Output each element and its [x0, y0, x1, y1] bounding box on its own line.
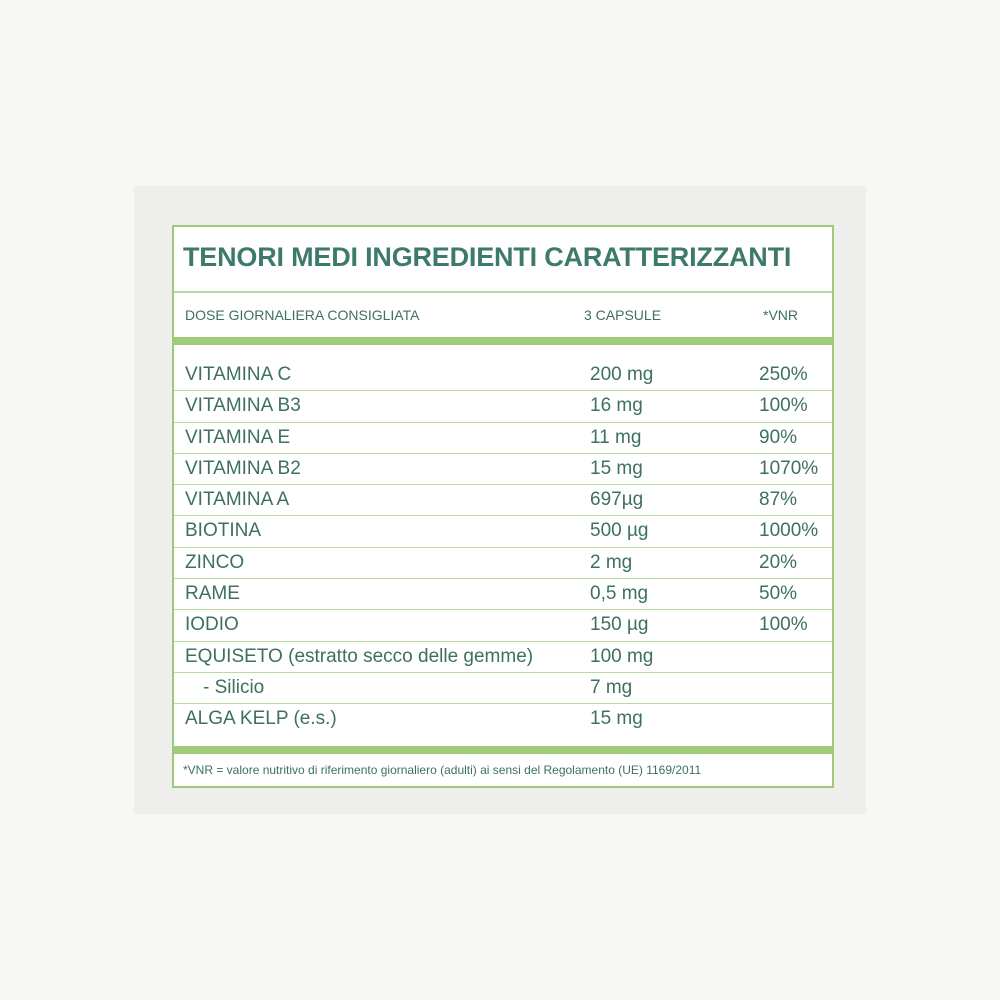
- table-row: [174, 423, 832, 454]
- ingredient-dose: 0,5 mg: [590, 583, 649, 605]
- table-title: TENORI MEDI INGREDIENTI CARATTERIZZANTI: [183, 242, 792, 272]
- ingredient-name: ZINCO: [185, 551, 245, 573]
- ingredient-dose: 500 µg: [590, 520, 649, 542]
- table-row: [174, 704, 832, 735]
- ingredient-dose: 100 mg: [590, 645, 654, 667]
- ingredient-dose: 697µg: [590, 489, 644, 511]
- table-row: [174, 610, 832, 641]
- ingredient-name: IODIO: [185, 614, 239, 636]
- ingredient-vnr: 250%: [759, 364, 808, 385]
- ingredient-vnr: 100%: [759, 614, 808, 636]
- nutrition-table: [172, 225, 834, 788]
- table-row: [174, 516, 832, 547]
- table-row: [174, 391, 832, 422]
- ingredient-dose: 15 mg: [590, 708, 643, 730]
- ingredient-name: BIOTINA: [185, 520, 262, 542]
- vnr-footnote: *VNR = valore nutritivo di riferimento giornaliero (adulti) ai sensi del Regolamento (UE) 1169/2011: [183, 763, 702, 777]
- ingredient-name: VITAMINA B2: [185, 457, 301, 479]
- table-row: [174, 485, 832, 516]
- ingredient-vnr: 87%: [759, 489, 798, 511]
- ingredient-name: VITAMINA A: [185, 489, 290, 511]
- ingredient-dose: 15 mg: [590, 457, 643, 479]
- title-row: [174, 227, 832, 293]
- ingredient-name: VITAMINA C: [185, 364, 292, 385]
- ingredient-dose: 150 µg: [590, 614, 649, 636]
- divider-bar-top: [174, 337, 832, 345]
- ingredient-vnr: 1000%: [759, 520, 819, 542]
- table-row: [174, 454, 832, 485]
- ingredient-dose: 16 mg: [590, 395, 643, 417]
- ingredient-name: VITAMINA E: [185, 426, 291, 448]
- divider-bar-bottom: [174, 746, 832, 754]
- ingredient-name: - Silicio: [203, 676, 265, 698]
- ingredient-name: ALGA KELP (e.s.): [185, 708, 337, 730]
- header-daily-dose: DOSE GIORNALIERA CONSIGLIATA: [185, 307, 420, 323]
- table-row: [174, 579, 832, 610]
- table-row: [174, 642, 832, 673]
- table-row: [174, 360, 832, 391]
- ingredient-vnr: 50%: [759, 583, 798, 605]
- ingredient-dose: 11 mg: [590, 426, 642, 448]
- header-vnr: *VNR: [763, 307, 799, 323]
- header-row: [174, 293, 832, 341]
- ingredient-dose: 2 mg: [590, 551, 633, 573]
- ingredient-name: EQUISETO (estratto secco delle gemme): [185, 645, 534, 667]
- ingredient-vnr: 100%: [759, 395, 808, 417]
- table-row: [174, 673, 832, 704]
- ingredient-vnr: 1070%: [759, 457, 819, 479]
- ingredient-vnr: 20%: [759, 551, 798, 573]
- ingredient-name: VITAMINA B3: [185, 395, 301, 417]
- header-capsules: 3 CAPSULE: [584, 307, 662, 323]
- ingredient-vnr: 90%: [759, 426, 798, 448]
- table-row: [174, 548, 832, 579]
- ingredient-name: RAME: [185, 583, 240, 605]
- ingredient-dose: 7 mg: [590, 676, 633, 698]
- ingredient-dose: 200 mg: [590, 364, 654, 385]
- ingredient-rows: [174, 360, 832, 736]
